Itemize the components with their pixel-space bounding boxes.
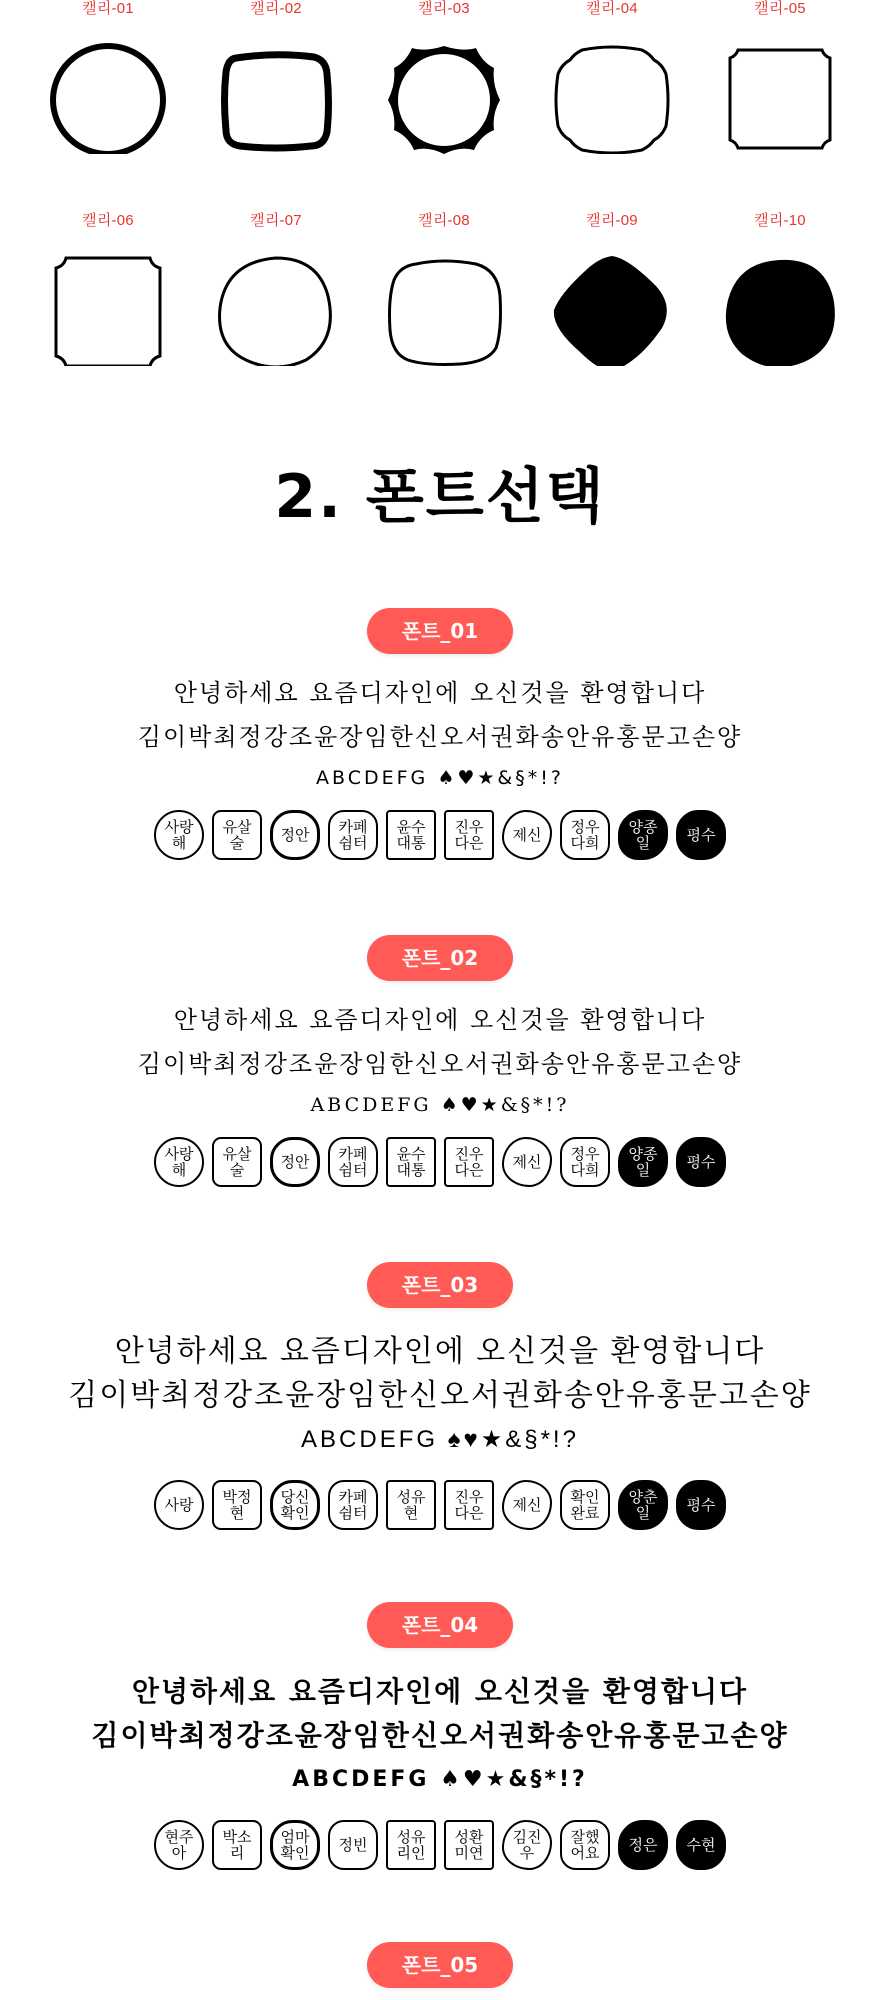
sample-greeting: 안녕하세요 요즘디자인에 오신것을 환영합니다 [173,679,707,707]
frame-option-02[interactable] [196,0,356,18]
font-option-01[interactable] [0,608,880,862]
stamp-sample: 평수 [676,810,726,860]
frame-option-06[interactable] [28,212,188,230]
frame-option-07[interactable] [196,212,356,230]
stamp-sample: 진우 다은 [444,1480,494,1530]
frame-option-09[interactable] [532,212,692,230]
section-title: 2. 폰트선택 [274,462,606,532]
frame-label: 캘리-09 [586,212,638,229]
stamp-sample: 제신 [502,810,552,860]
stamp-sample: 사랑 해 [154,1137,204,1187]
notched-square-large-frame-icon [28,236,188,366]
frame-option-03[interactable] [364,0,524,18]
frame-option-08[interactable] [364,212,524,230]
stamp-sample: 사랑 [154,1480,204,1530]
sample-symbols: ABCDEFG ♠♥★&§*!? [316,767,564,789]
stamp-sample: 사랑 해 [154,810,204,860]
stamp-samples [0,1480,880,1532]
stamp-sample: 평수 [676,1480,726,1530]
font-option-02[interactable] [0,935,880,1189]
stamp-sample: 카페 쉼터 [328,810,378,860]
cushion-frame-icon [532,24,692,154]
frame-option-05[interactable] [700,0,860,18]
stamp-sample: 확인 완료 [560,1480,610,1530]
stamp-sample: 양종 일 [618,810,668,860]
sample-surnames: 김이박최정강조윤장임한신오서권화송안유홍문고손양 [137,723,743,751]
stamp-sample: 박정 현 [212,1480,262,1530]
filled-diamond-frame-icon [532,236,692,366]
stamp-samples [0,1137,880,1189]
stamp-sample: 진우 다은 [444,810,494,860]
font-option-04[interactable] [0,1602,880,1872]
stamp-sample: 성환 미연 [444,1820,494,1870]
stamp-sample: 진우 다은 [444,1137,494,1187]
stamp-sample: 정은 [618,1820,668,1870]
frame-option-04[interactable] [532,0,692,18]
stamp-sample: 성유 현 [386,1480,436,1530]
stamp-sample: 양춘 일 [618,1480,668,1530]
stamp-sample: 카페 쉼터 [328,1480,378,1530]
sample-surnames: 김이박최정강조윤장임한신오서권화송안유홍문고손양 [91,1719,789,1752]
stamp-sample: 수현 [676,1820,726,1870]
font-name-pill: 폰트_01 [367,608,513,654]
sample-symbols: ABCDEFG ♠♥★&§*!? [292,1767,588,1792]
frame-label: 캘리-07 [250,212,302,229]
stamp-sample: 카페 쉼터 [328,1137,378,1187]
font-name-pill: 폰트_05 [367,1942,513,1988]
stamp-sample: 엄마 확인 [270,1820,320,1870]
frame-label: 캘리-03 [418,0,470,17]
filled-blob-frame-icon [700,236,860,366]
stamp-sample: 당신 확인 [270,1480,320,1530]
notched-square-frame-icon [700,24,860,154]
frame-label: 캘리-10 [754,212,806,229]
stamp-samples [0,1820,880,1872]
stamp-sample: 윤수 대통 [386,810,436,860]
stamp-sample: 잘했 어요 [560,1820,610,1870]
sample-greeting: 안녕하세요 요즘디자인에 오신것을 환영합니다 [131,1675,749,1708]
stamp-sample: 제신 [502,1480,552,1530]
stamp-sample: 성유 리인 [386,1820,436,1870]
frame-label: 캘리-08 [418,212,470,229]
stamp-sample: 정안 [270,1137,320,1187]
rounded-square-frame-icon [196,24,356,154]
stamp-sample: 정빈 [328,1820,378,1870]
stamp-sample: 양종 일 [618,1137,668,1187]
stamp-sample: 박소 리 [212,1820,262,1870]
sample-surnames: 김이박최정강조윤장임한신오서권화송안유홍문고손양 [137,1050,743,1078]
sample-greeting: 안녕하세요 요즘디자인에 오신것을 환영합니다 [114,1335,766,1368]
stamp-sample: 김진 우 [502,1820,552,1870]
sample-symbols: ABCDEFG ♠♥★&§*!? [310,1094,570,1116]
frame-label: 캘리-01 [82,0,134,17]
stamp-sample: 정우 다희 [560,810,610,860]
font-option-03[interactable] [0,1262,880,1532]
stamp-sample: 윤수 대통 [386,1137,436,1187]
font-name-pill: 폰트_02 [367,935,513,981]
frame-label: 캘리-05 [754,0,806,17]
stamp-sample: 유살 술 [212,810,262,860]
frame-option-01[interactable] [28,0,188,18]
stamp-sample: 유살 술 [212,1137,262,1187]
frame-label: 캘리-02 [250,0,302,17]
font-option-05[interactable] [0,1942,880,1988]
circle-frame-icon [28,24,188,154]
frame-label: 캘리-04 [586,0,638,17]
scalloped-circle-frame-icon [364,24,524,154]
sample-greeting: 안녕하세요 요즘디자인에 오신것을 환영합니다 [173,1006,707,1034]
wobbly-circle-frame-icon [196,236,356,366]
font-name-pill: 폰트_03 [367,1262,513,1308]
soft-square-frame-icon [364,236,524,366]
sample-symbols: ABCDEFG ♠♥★&§*!? [301,1426,579,1453]
stamp-sample: 정안 [270,810,320,860]
stamp-samples [0,810,880,862]
frame-option-10[interactable] [700,212,860,230]
sample-surnames: 김이박최정강조윤장임한신오서권화송안유홍문고손양 [68,1379,812,1412]
stamp-sample: 정우 다희 [560,1137,610,1187]
font-name-pill: 폰트_04 [367,1602,513,1648]
frame-label: 캘리-06 [82,212,134,229]
stamp-sample: 평수 [676,1137,726,1187]
stamp-sample: 제신 [502,1137,552,1187]
stamp-sample: 현주 아 [154,1820,204,1870]
